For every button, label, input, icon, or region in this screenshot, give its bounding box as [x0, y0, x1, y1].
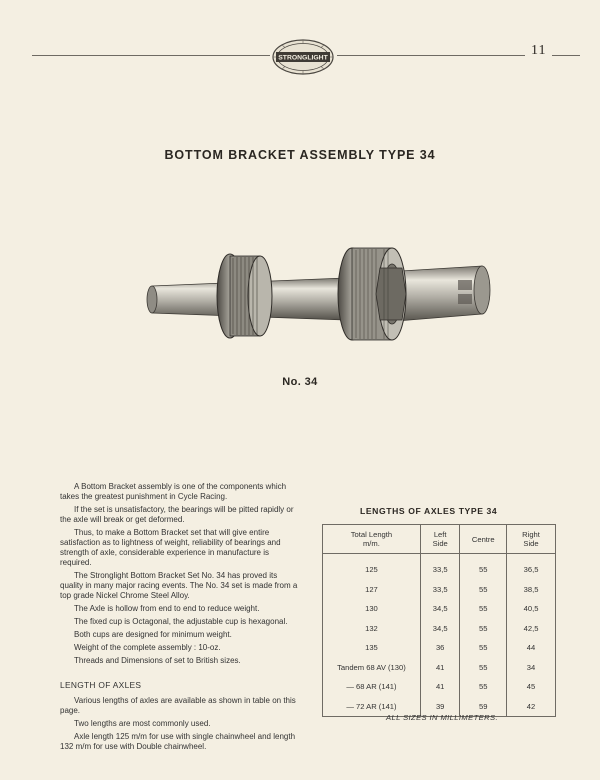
body-paragraph: Thus, to make a Bottom Bracket set that will give entire satisfaction as to lightness of weight, reliability of bearings and strength of axle, considerable experience in manufacture is required.: [60, 528, 281, 567]
cell-total-length: — 68 AR (141): [323, 677, 421, 697]
cell-centre: 55: [460, 599, 507, 619]
cell-total-length: — 72 AR (141): [323, 697, 421, 717]
cell-right-side: 36,5: [507, 554, 556, 580]
col-header-centre: Centre: [460, 525, 507, 554]
col-header-right-side: Right Side: [507, 525, 556, 554]
cell-centre: 55: [460, 677, 507, 697]
bottom-bracket-illustration: [140, 228, 500, 368]
section-paragraph: Axle length 125 m/m for use with single chainwheel and length 132 m/m for use with Double chainwheel.: [60, 732, 296, 751]
col-header-left-side: Left Side: [420, 525, 460, 554]
section-paragraph: Two lengths are most commonly used.: [74, 719, 211, 728]
page-number: 11: [531, 43, 547, 58]
cell-left-side: 41: [420, 658, 460, 678]
cell-left-side: 41: [420, 677, 460, 697]
cell-left-side: 33,5: [420, 554, 460, 580]
section-paragraph: Various lengths of axles are available as shown in table on this page.: [60, 696, 296, 715]
cell-left-side: 36: [420, 638, 460, 658]
cell-right-side: 45: [507, 677, 556, 697]
table-note: ALL SIZES IN MILLIMETERS.: [386, 713, 498, 722]
cell-total-length: 125: [323, 554, 421, 580]
cell-centre: 55: [460, 554, 507, 580]
body-paragraph: The Stronglight Bottom Bracket Set No. 34 has proved its quality in many major racing events. The No. 34 set is made from a top grade Nickel Chrome Steel Alloy.: [60, 571, 298, 600]
cell-right-side: 42,5: [507, 619, 556, 639]
table-row: [323, 677, 556, 697]
header-rule-right: [337, 55, 525, 56]
body-paragraph: Both cups are designed for minimum weight.: [74, 630, 232, 639]
cell-left-side: 33,5: [420, 580, 460, 600]
cell-total-length: Tandem 68 AV (130): [323, 658, 421, 678]
cell-total-length: 135: [323, 638, 421, 658]
axle-lengths-table: [322, 524, 556, 717]
table-row: [323, 638, 556, 658]
cell-centre: 55: [460, 580, 507, 600]
header-rule-tail: [552, 55, 580, 56]
table-row: [323, 554, 556, 580]
cell-centre: 55: [460, 638, 507, 658]
cell-total-length: 132: [323, 619, 421, 639]
table-title: LENGTHS OF AXLES TYPE 34: [360, 506, 498, 516]
cell-total-length: 127: [323, 580, 421, 600]
body-paragraph: The fixed cup is Octagonal, the adjustable cup is hexagonal.: [74, 617, 288, 626]
cell-left-side: 34,5: [420, 599, 460, 619]
body-paragraph: If the set is unsatisfactory, the bearings will be pitted rapidly or the axle will break or get deformed.: [60, 505, 294, 524]
cell-right-side: 38,5: [507, 580, 556, 600]
cell-right-side: 44: [507, 638, 556, 658]
cell-left-side: 34,5: [420, 619, 460, 639]
cell-centre: 55: [460, 619, 507, 639]
table-row: [323, 599, 556, 619]
cell-right-side: 42: [507, 697, 556, 717]
cell-centre: 55: [460, 658, 507, 678]
section-heading: LENGTH OF AXLES: [60, 680, 142, 690]
cell-left-side: 39: [420, 697, 460, 717]
col-header-total-length: Total Length m/m.: [323, 525, 421, 554]
body-text-column: [60, 482, 300, 755]
figure-caption: No. 34: [282, 376, 318, 388]
body-paragraph: Threads and Dimensions of set to British sizes.: [74, 656, 241, 665]
cell-right-side: 34: [507, 658, 556, 678]
body-paragraph: The Axle is hollow from end to end to reduce weight.: [74, 604, 260, 613]
logo-text: STRONGLIGHT: [278, 54, 328, 62]
table-row: [323, 658, 556, 678]
body-paragraph: A Bottom Bracket assembly is one of the components which takes the greatest punishment in Cycle Racing.: [60, 482, 287, 501]
table-row: [323, 619, 556, 639]
cell-total-length: 130: [323, 599, 421, 619]
page-title: BOTTOM BRACKET ASSEMBLY TYPE 34: [164, 148, 436, 162]
header-rule-left: [32, 55, 270, 56]
stronglight-logo: [271, 38, 335, 76]
cell-centre: 59: [460, 697, 507, 717]
body-paragraph: Weight of the complete assembly : 10-oz.: [74, 643, 221, 652]
cell-right-side: 40,5: [507, 599, 556, 619]
table-row: [323, 580, 556, 600]
